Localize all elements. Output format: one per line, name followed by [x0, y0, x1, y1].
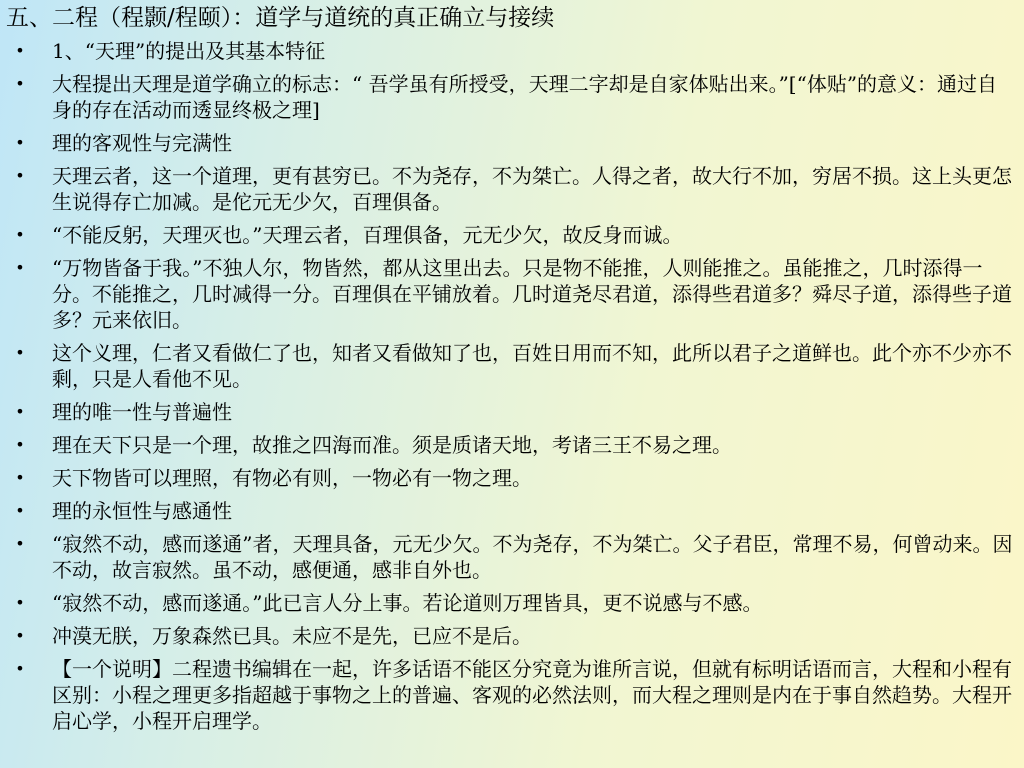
bullet-item — [0, 222, 1016, 248]
bullet-marker: • — [15, 468, 25, 487]
bullet-marker: • — [15, 133, 25, 152]
bullet-marker: • — [15, 626, 25, 645]
bullet-marker: • — [15, 659, 25, 678]
bullet-text: “寂然不动，感而遂通。”此已言人分上事。若论道则万理皆具，更不说感与不感。 — [52, 591, 763, 615]
bullet-text: 理的唯一性与普遍性 — [52, 400, 232, 424]
bullet-marker: • — [15, 501, 25, 520]
bullet-item — [0, 71, 1016, 123]
bullet-marker: • — [15, 225, 25, 244]
bullet-item — [0, 130, 1016, 156]
bullet-text: “寂然不动，感而遂通”者，天理具备，元无少欠。不为尧存，不为桀亡。父子君臣，常理不易，何曾动来。因不动，故言寂然。虽不动，感便通，感非自外也。 — [52, 532, 1013, 582]
bullet-item — [0, 163, 1016, 215]
bullet-item — [0, 255, 1016, 333]
bullet-marker: • — [15, 593, 25, 612]
bullet-item — [0, 623, 1016, 649]
bullet-text: 1、“天理”的提出及其基本特征 — [52, 39, 326, 63]
slide-title: 五、二程（程颢/程颐）：道学与道统的真正确立与接续 — [6, 5, 555, 31]
bullet-text: 大程提出天理是道学确立的标志：“ 吾学虽有所授受，天理二字却是自家体贴出来。”[“体贴”的意义：通过自身的存在活动而透显终极之理] — [52, 72, 998, 122]
bullet-marker: • — [15, 435, 25, 454]
bullet-item — [0, 340, 1016, 392]
bullet-text: 理的客观性与完满性 — [52, 131, 232, 155]
bullet-marker: • — [15, 343, 25, 362]
bullet-text: 【一个说明】二程遗书编辑在一起，许多话语不能区分究竟为谁所言说，但就有标明话语而言，大程和小程有区别：小程之理更多指超越于事物之上的普遍、客观的必然法则，而大程之理则是内在于事自然趋势。大程开启心学，小程开启理学。 — [52, 657, 1012, 733]
bullet-text: 这个义理，仁者又看做仁了也，知者又看做知了也，百姓日用而不知，此所以君子之道鲜也。此个亦不少亦不 剩，只是人看他不见。 — [52, 341, 1012, 391]
bullet-text: “万物皆备于我。”不独人尔，物皆然，都从这里出去。只是物不能推，人则能推之。虽能推之，几时添得一分。不能推之，几时减得一分。百理俱在平铺放着。几时道尧尽君道，添得些君道多？舜尽子道，添得些子道多？元来依旧。 — [52, 256, 1012, 332]
bullet-item — [0, 432, 1016, 458]
bullet-marker: • — [15, 258, 25, 277]
bullet-item — [0, 590, 1016, 616]
bullet-text: 理的永恒性与感通性 — [52, 499, 232, 523]
bullet-text: “不能反躬，天理灭也。”天理云者，百理俱备，元无少欠，故反身而诚。 — [52, 223, 683, 247]
bullet-item — [0, 38, 1016, 64]
bullet-text: 理在天下只是一个理，故推之四海而准。须是质诸天地，考诸三王不易之理。 — [52, 433, 732, 457]
bullet-marker: • — [15, 402, 25, 421]
bullet-item — [0, 465, 1016, 491]
bullet-item — [0, 656, 1016, 734]
bullet-item — [0, 498, 1016, 524]
bullet-text: 冲漠无朕，万象森然已具。未应不是先，已应不是后。 — [52, 624, 532, 648]
bullet-item — [0, 531, 1016, 583]
bullet-item — [0, 399, 1016, 425]
bullet-marker: • — [15, 74, 25, 93]
bullet-text: 天理云者，这一个道理，更有甚穷已。不为尧存，不为桀亡。人得之者，故大行不加，穷居不损。这上头更怎生说得存亡加减。是佗元无少欠，百理俱备。 — [52, 164, 1012, 214]
bullet-marker: • — [15, 534, 25, 553]
bullet-marker: • — [15, 166, 25, 185]
bullet-list — [0, 38, 1016, 741]
bullet-marker: • — [15, 41, 25, 60]
bullet-text: 天下物皆可以理照，有物必有则，一物必有一物之理。 — [52, 466, 532, 490]
